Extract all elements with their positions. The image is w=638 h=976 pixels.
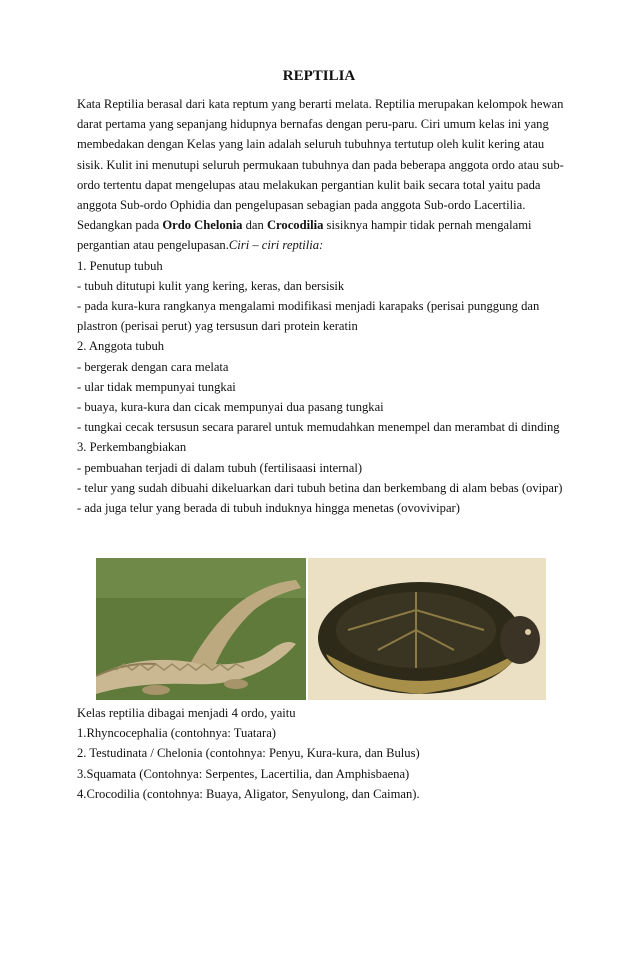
features-heading: Ciri – ciri reptilia: (228, 238, 324, 253)
intro-line (77, 235, 567, 255)
intro-line: anggota Sub-ordo Ophidia dan pengelupasan sebagian pada anggota Sub-ordo Lacertilia. (77, 198, 526, 213)
feature-line: 2. Anggota tubuh (77, 339, 165, 354)
intro-line: Kata Reptilia berasal dari kata reptum yang berarti melata. Reptilia merupakan kelompok hewan (77, 97, 564, 111)
intro-line (77, 215, 567, 235)
feature-line: - tungkai cecak tersusun secara pararel untuk memudahkan menempel dan merambat di dinding (77, 420, 560, 435)
orders-list (77, 703, 567, 804)
crocodile-illustration (96, 558, 306, 700)
feature-line: - bergerak dengan cara melata (77, 359, 229, 374)
intro-text: pergantian atau pengelupasan. (77, 238, 229, 253)
intro-text: sisiknya hampir tidak pernah mengalami (323, 218, 532, 233)
intro-text: dan (242, 218, 267, 233)
feature-line: plastron (perisai perut) yag tersusun dari protein keratin (77, 319, 358, 334)
crocodile-leg (224, 679, 248, 689)
turtle-head (500, 616, 540, 664)
feature-line: - tubuh ditutupi kulit yang kering, keras, dan bersisik (77, 278, 345, 293)
turtle-illustration (308, 558, 546, 700)
ordo-chelonia-bold: Ordo Chelonia (162, 218, 243, 233)
feature-line: - ular tidak mempunyai tungkai (77, 379, 236, 394)
feature-line: - telur yang sudah dibuahi dikeluarkan dari tubuh betina dan berkembang di alam bebas (ovipar) (77, 480, 563, 495)
feature-line: - ada juga telur yang berada di tubuh induknya hingga menetas (ovovivipar) (77, 501, 460, 516)
feature-line: 3. Perkembangbiakan (77, 440, 187, 455)
intro-and-features (77, 94, 567, 518)
reptile-photos (96, 558, 546, 700)
page-title: REPTILIA (282, 68, 356, 84)
crocodilia-bold: Crocodilia (266, 218, 324, 233)
feature-line: 1. Penutup tubuh (77, 258, 163, 273)
orders-line: 3.Squamata (Contohnya: Serpentes, Lacertilia, dan Amphisbaena) (77, 766, 410, 781)
crocodile-photo (96, 558, 306, 700)
feature-line: - buaya, kura-kura dan cicak mempunyai dua pasang tungkai (77, 400, 384, 415)
feature-line: - pada kura-kura rangkanya mengalami modifikasi menjadi karapaks (perisai punggung dan (77, 299, 540, 314)
turtle-eye (525, 629, 531, 635)
crocodile-leg (142, 685, 170, 695)
intro-line: ordo tertentu dapat mengelupas atau melakukan pergantian kulit baik secara total yaitu pada (77, 177, 541, 192)
turtle-photo (308, 558, 546, 700)
orders-line: 4.Crocodilia (contohnya: Buaya, Aligator, Senyulong, dan Caiman). (77, 786, 420, 801)
orders-line: 2. Testudinata / Chelonia (contohnya: Penyu, Kura-kura, dan Bulus) (77, 746, 420, 761)
intro-line: sisik. Kulit ini menutupi seluruh permukaan tubuhnya dan pada beberapa anggota ordo atau sub- (77, 157, 564, 172)
intro-line: darat pertama yang sepanjang hidupnya bernafas dengan peru-paru. Ciri umum kelas ini yang (77, 117, 549, 132)
orders-line: 1.Rhyncocephalia (contohnya: Tuatara) (77, 726, 276, 741)
feature-line: - pembuahan terjadi di dalam tubuh (fertilisaasi internal) (77, 460, 363, 475)
intro-line: membedakan dengan Kelas yang lain adalah seluruh tubuhnya tertutup oleh kulit kering atau (77, 137, 545, 152)
orders-line: Kelas reptilia dibagai menjadi 4 ordo, yaitu (77, 706, 296, 720)
intro-text: Sedangkan pada (77, 218, 163, 233)
